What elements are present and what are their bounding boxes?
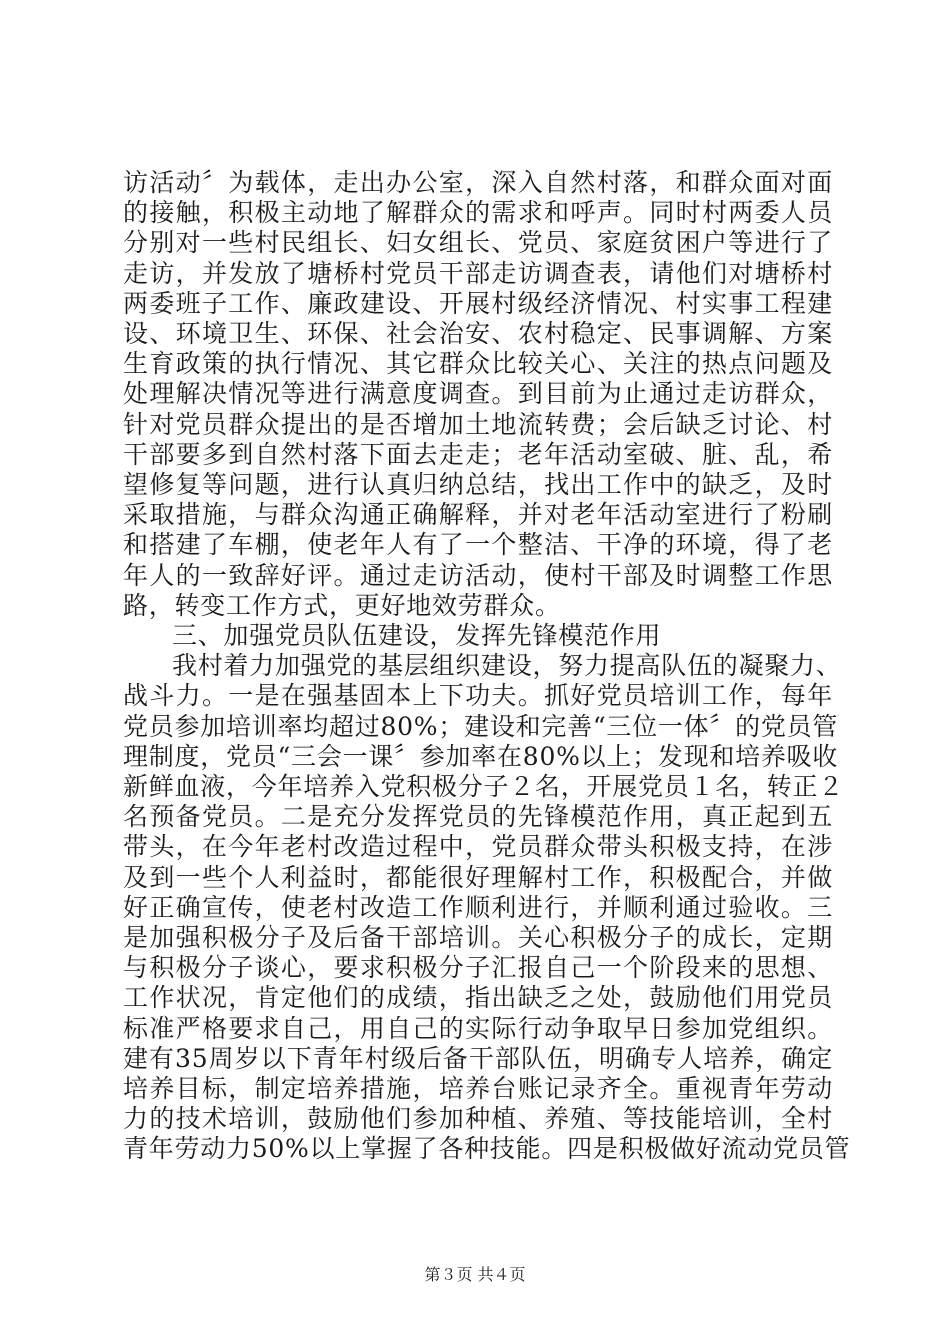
body-line: 是加强积极分子及后备干部培训。关心积极分子的成长，定期 [123,923,833,952]
body-line: 力的技术培训，鼓励他们参加种植、养殖、等技能培训，全村 [123,1104,833,1134]
body-line: 工作状况，肯定他们的成绩，指出缺乏之处，鼓励他们用党员 [123,983,833,1013]
body-line: 的接触，积极主动地了解群众的需求和呼声。同时村两委人员 [123,198,833,228]
body-line: 培养目标，制定培养措施，培养台账记录齐全。重视青年劳动 [123,1074,833,1103]
body-line: 名预备党员。二是充分发挥党员的先锋模范作用，真正起到五 [123,802,833,832]
body-line: 年人的一致辞好评。通过走访活动，使村干部及时调整工作思 [123,560,833,590]
body-line: 设、环境卫生、环保、社会治安、农村稳定、民事调解、方案 [123,319,833,348]
paragraph-first-line: 我村着力加强党的基层组织建设，努力提高队伍的凝聚力、 [172,651,842,681]
body-line: 望修复等问题，进行认真归纳总结，找出工作中的缺乏，及时 [123,470,833,499]
body-line: 采取措施，与群众沟通正确解释，并对老年活动室进行了粉刷 [123,500,833,530]
body-line: 分别对一些村民组长、妇女组长、党员、家庭贫困户等进行了 [123,228,833,258]
body-line: 及到一些个人利益时，都能很好理解村工作，积极配合，并做 [123,862,833,892]
body-line: 与积极分子谈心，要求积极分子汇报自己一个阶段来的思想、 [123,953,833,983]
body-line: 和搭建了车棚，使老年人有了一个整洁、干净的环境，得了老 [123,530,833,560]
body-line: 好正确宣传，使老村改造工作顺利进行，并顺利通过验收。三 [123,892,833,922]
section-heading: 三、加强党员队伍建设，发挥先锋模范作用 [172,621,662,650]
body-line: 干部要多到自然村落下面去走走；老年活动室破、脏、乱，希 [123,439,833,469]
body-line: 标准严格要求自己，用自己的实际行动争取早日参加党组织。 [123,1013,833,1043]
body-line: 党员参加培训率均超过80%；建设和完善“三位一体〞的党员管 [123,711,839,741]
body-line: 走访，并发放了塘桥村党员干部走访调查表，请他们对塘桥村 [123,258,833,288]
body-line: 生育政策的执行情况、其它群众比较关心、关注的热点问题及 [123,349,833,379]
body-line: 新鲜血液，今年培养入党积极分子２名，开展党员１名，转正２ [123,772,845,801]
body-line: 青年劳动力50%以上掌握了各种技能。四是积极做好流动党员管 [123,1134,851,1164]
body-line-last: 路，转变工作方式，更好地效劳群众。 [123,590,561,620]
body-line: 两委班子工作、廉政建设、开展村级经济情况、村实事工程建 [123,288,833,318]
body-line: 战斗力。一是在强基固本上下功夫。抓好党员培训工作，每年 [123,681,833,711]
body-line: 针对党员群众提出的是否增加土地流转费；会后缺乏讨论、村 [123,409,833,439]
body-line: 处理解决情况等进行满意度调查。到目前为止通过走访群众， [123,379,833,409]
body-line: 访活动〞为载体，走出办公室，深入自然村落，和群众面对面 [123,168,833,197]
body-line: 带头，在今年老村改造过程中，党员群众带头积极支持，在涉 [123,832,833,862]
body-line: 理制度，党员“三会一课〞参加率在80%以上；发现和培养吸收 [123,741,839,771]
page-footer: 第３页 共４页 [424,1265,526,1284]
body-line: 建有35周岁以下青年村级后备干部队伍，明确专人培养，确定 [123,1043,833,1073]
